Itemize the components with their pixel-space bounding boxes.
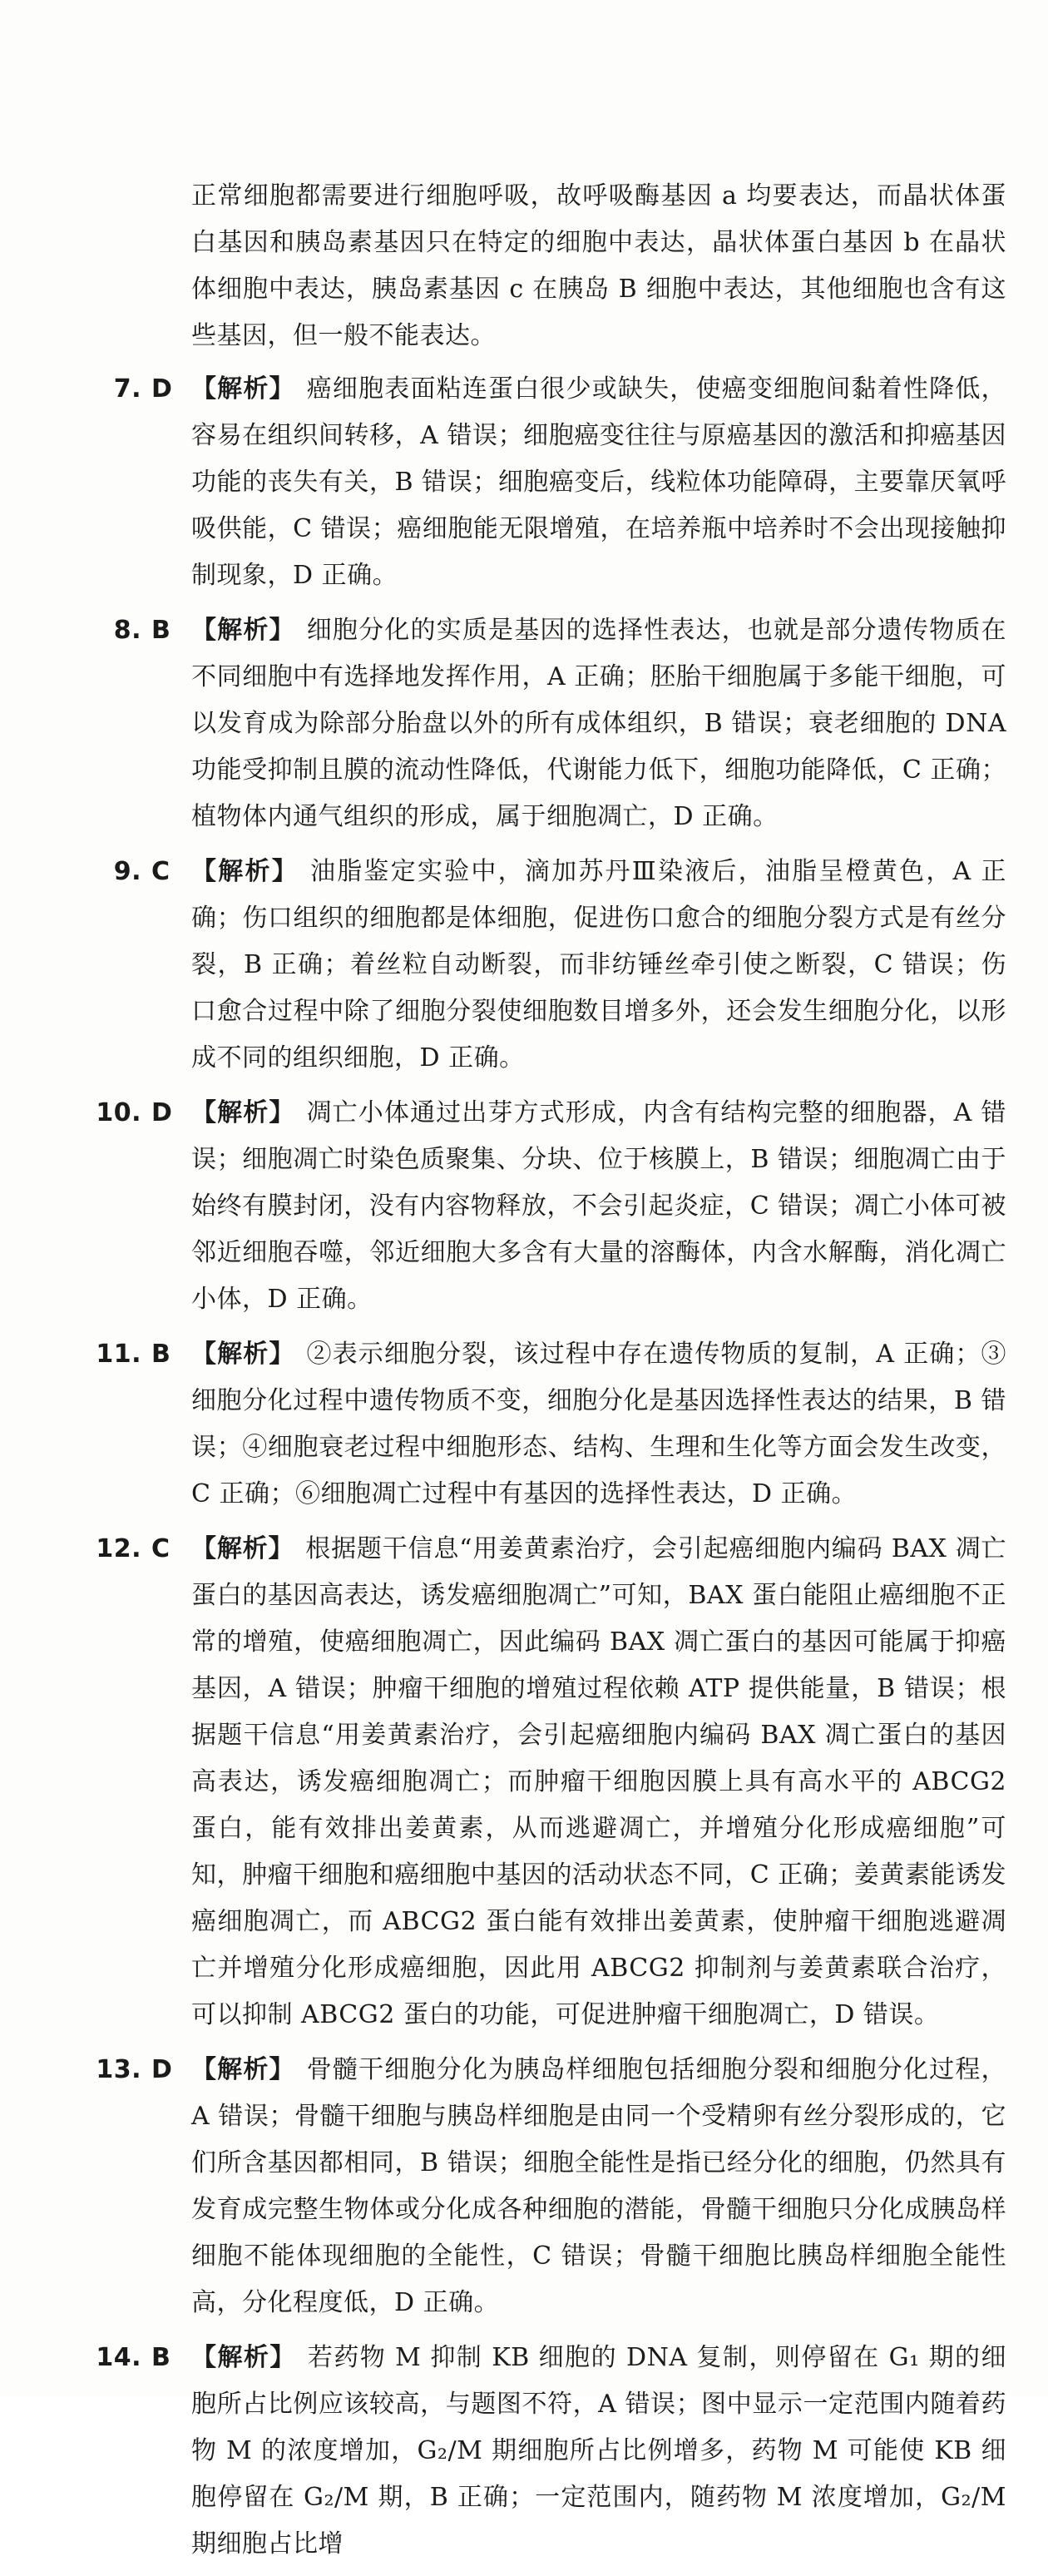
analysis-tag: 【解析】 [191, 1340, 295, 1369]
analysis-tag: 【解析】 [191, 1534, 294, 1563]
answer-item-13 [83, 2047, 1015, 2326]
explanation-text: 癌细胞表面粘连蛋白很少或缺失，使癌变细胞间黏着性降低，容易在组织间转移，A 错误；细胞癌变往往与原癌基因的激活和抑癌基因功能的丧失有关，B 错误；细胞癌变后，线粒体功能障碍，主要靠厌氧呼吸供能，C 错误；癌细胞能无限增殖，在培养瓶中培养时不会出现接触抑制现象，D 正确。 [191, 374, 1007, 590]
answer-item-11 [83, 1331, 1015, 1518]
answer-item-14 [83, 2335, 1015, 2568]
answer-letter: C [151, 1534, 171, 1563]
explanation-text: 细胞分化的实质是基因的选择性表达，也就是部分遗传物质在不同细胞中有选择地发挥作用，A 正确；胚胎干细胞属于多能干细胞，可以发育成为除部分胎盘以外的所有成体组织，B 错误；衰老细胞的 DNA 功能受抑制且膜的流动性降低，代谢能力低下，细胞功能降低，C 正确；植物体内通气组织的形成，属于细胞凋亡，D 正确。 [191, 616, 1007, 831]
question-number: 9. [113, 857, 141, 886]
answer-item-10 [83, 1090, 1015, 1323]
answer-item-7 [83, 366, 1015, 599]
answer-letter: D [151, 374, 173, 404]
question-number: 13. [96, 2055, 141, 2084]
answer-item-12 [83, 1526, 1015, 2039]
answer-item-8 [83, 607, 1015, 840]
question-number: 10. [96, 1098, 141, 1127]
answer-item-9 [83, 849, 1015, 1082]
explanation-text: 油脂鉴定实验中，滴加苏丹Ⅲ染液后，油脂呈橙黄色，A 正确；伤口组织的细胞都是体细胞，促进伤口愈合的细胞分裂方式是有丝分裂，B 正确；着丝粒自动断裂，而非纺锤丝牵引使之断裂，C 错误；伤口愈合过程中除了细胞分裂使细胞数目增多外，还会发生细胞分化，以形成不同的组织细胞，D 正确。 [191, 857, 1006, 1073]
answer-letter: B [151, 1340, 171, 1369]
question-number: 12. [96, 1534, 141, 1563]
analysis-tag: 【解析】 [191, 2055, 295, 2084]
answer-letter: B [151, 616, 171, 645]
explanation-text: 若药物 M 抑制 KB 细胞的 DNA 复制，则停留在 G₁ 期的细胞所占比例应该较高，与题图不符，A 错误；图中显示一定范围内随着药物 M 的浓度增加，G₂/M 期细胞所占比例增多，药物 M 可能使 KB 细胞停留在 G₂/M 期，B 正确；一定范围内，随药物 M 浓度增加，G₂/M 期细胞占比增 [191, 2343, 1006, 2559]
analysis-tag: 【解析】 [191, 616, 295, 645]
analysis-tag: 【解析】 [191, 374, 295, 404]
answer-letter: B [151, 2343, 171, 2372]
question-number: 8. [113, 616, 141, 645]
explanation-text: 根据题干信息“用姜黄素治疗，会引起癌细胞内编码 BAX 凋亡蛋白的基因高表达，诱发癌细胞凋亡”可知，BAX 蛋白能阻止癌细胞不正常的增殖，使癌细胞凋亡，因此编码 BAX 凋亡蛋白的基因可能属于抑癌基因，A 错误；肿瘤干细胞的增殖过程依赖 ATP 提供能量，B 错误；根据题干信息“用姜黄素治疗，会引起癌细胞内编码 BAX 凋亡蛋白的基因高表达，诱发癌细胞凋亡；而肿瘤干细胞因膜上具有高水平的 ABCG2 蛋白，能有效排出姜黄素，从而逃避凋亡，并增殖分化形成癌细胞”可知，肿瘤干细胞和癌细胞中基因的活动状态不同，C 正确；姜黄素能诱发癌细胞凋亡，而 ABCG2 蛋白能有效排出姜黄素，使肿瘤干细胞逃避凋亡并增殖分化形成癌细胞，因此用 ABCG2 抑制剂与姜黄素联合治疗，可以抑制 ABCG2 蛋白的功能，可促进肿瘤干细胞凋亡，D 错误。 [191, 1534, 1007, 2029]
question-number: 11. [96, 1340, 141, 1369]
question-number: 7. [113, 374, 141, 404]
explanation-text: 凋亡小体通过出芽方式形成，内含有结构完整的细胞器，A 错误；细胞凋亡时染色质聚集、分块、位于核膜上，B 错误；细胞凋亡由于始终有膜封闭，没有内容物释放，不会引起炎症，C 错误；凋亡小体可被邻近细胞吞噬，邻近细胞大多含有大量的溶酶体，内含水解酶，消化凋亡小体，D 正确。 [191, 1098, 1007, 1314]
answer-letter: C [151, 857, 171, 886]
analysis-tag: 【解析】 [191, 1098, 295, 1127]
explanation-text: ②表示细胞分裂，该过程中存在遗传物质的复制，A 正确；③细胞分化过程中遗传物质不变，细胞分化是基因选择性表达的结果，B 错误；④细胞衰老过程中细胞形态、结构、生理和生化等方面会发生改变，C 正确；⑥细胞凋亡过程中有基因的选择性表达，D 正确。 [191, 1340, 1007, 1508]
analysis-tag: 【解析】 [191, 2343, 296, 2372]
analysis-tag: 【解析】 [191, 857, 299, 886]
explanation-text: 骨髓干细胞分化为胰岛样细胞包括细胞分裂和细胞分化过程，A 错误；骨髓干细胞与胰岛样细胞是由同一个受精卵有丝分裂形成的，它们所含基因都相同，B 错误；细胞全能性是指已经分化的细胞，仍然具有发育成完整生物体或分化成各种细胞的潜能，骨髓干细胞只分化成胰岛样细胞不能体现细胞的全能性，C 错误；骨髓干细胞比胰岛样细胞全能性高，分化程度低，D 正确。 [191, 2055, 1007, 2317]
question-number: 14. [96, 2343, 141, 2372]
answer-explanations [83, 173, 1015, 2576]
answer-letter: D [151, 2055, 173, 2084]
intro-paragraph: 正常细胞都需要进行细胞呼吸，故呼吸酶基因 a 均要表达，而晶状体蛋白基因和胰岛素基因只在特定的细胞中表达，晶状体蛋白基因 b 在晶状体细胞中表达，胰岛素基因 c 在胰岛 B 细胞中表达，其他细胞也含有这些基因，但一般不能表达。 [191, 181, 1006, 350]
answer-letter: D [151, 1098, 173, 1127]
